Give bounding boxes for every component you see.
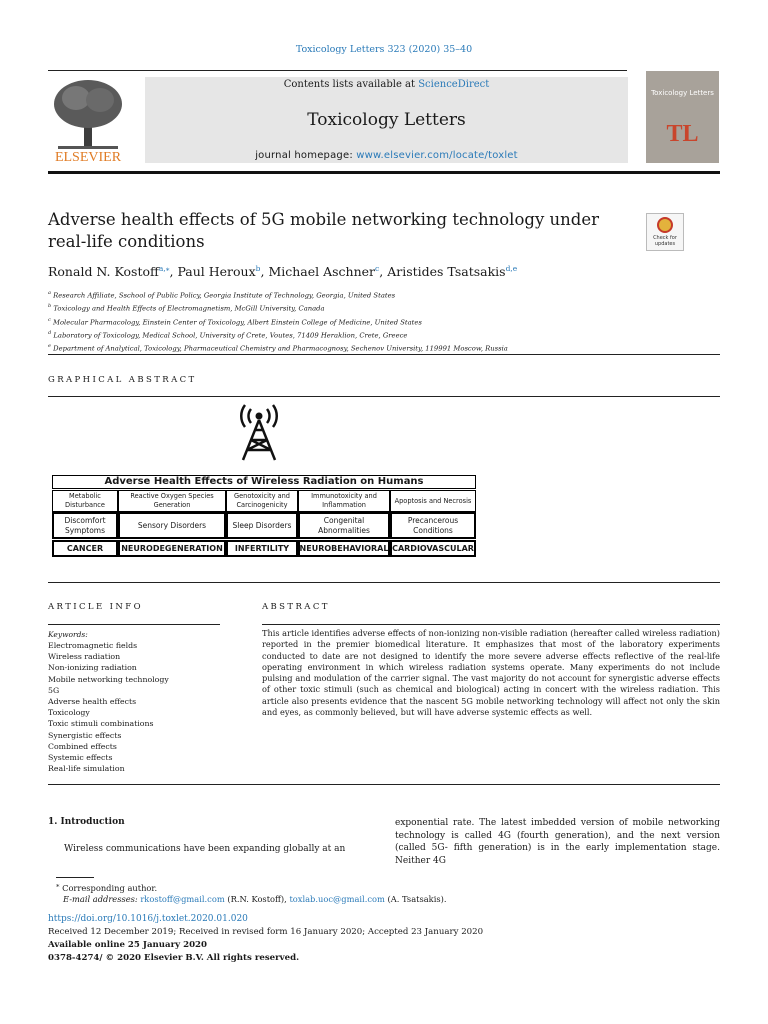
abstract-rule [262,624,720,625]
author-name: Paul Heroux [177,264,256,280]
affiliation-item [48,315,728,328]
contents-prefix: Contents lists available at [283,79,419,90]
ga-cell: NEUROBEHAVIORAL [298,540,390,557]
journal-citation[interactable]: Toxicology Letters 323 (2020) 35–40 [295,44,473,55]
cover-title: Toxicology Letters [651,89,714,97]
email-label: E-mail addresses: [63,894,141,904]
copyright-line: 0378-4274/ © 2020 Elsevier B.V. All rights reserved. [48,953,300,963]
affiliation-text: Department of Analytical, Toxicology, Pharmaceutical Chemistry and Pharmacognosy, Sechenov University, 119991 Moscow, Russia [53,344,508,353]
keyword: Combined effects [48,741,117,751]
graphical-abstract-row [52,490,476,512]
author-name: Ronald N. Kostoff [48,264,159,280]
affiliation-text: Research Affiliate, Sschool of Public Policy, Georgia Institute of Technology, Georgia, United States [53,291,396,300]
author-name: Michael Aschner [268,264,376,280]
author-separator: , [379,264,388,280]
check-for-updates-badge[interactable] [646,213,684,251]
email-owner: (A. Tsatsakis). [384,894,447,904]
affiliation-item [48,288,728,301]
ga-cell: Immunotoxicity and Inflammation [298,490,390,512]
header-rule [48,70,627,71]
keyword: Synergistic effects [48,730,122,740]
keywords-label: Keywords: [48,630,88,639]
ga-cell: Reactive Oxygen Species Generation [118,490,226,512]
corresponding-text: Corresponding author. [59,882,158,893]
author-affil-link[interactable]: a,⁎ [158,264,170,273]
sciencedirect-link[interactable]: ScienceDirect [418,79,490,90]
author-list [48,264,728,279]
graphical-abstract-row [52,512,476,539]
ga-cell: Sleep Disorders [226,512,298,539]
keyword: Toxicology [48,708,90,718]
section-rule [48,784,720,785]
check-for-updates-label: Check for updates [653,235,677,247]
ga-cell: INFERTILITY [226,540,298,557]
email-link[interactable]: rkostoff@gmail.com [140,894,225,904]
article-info-rule [48,624,220,625]
contents-line [145,79,628,90]
abstract-text: This article identifies adverse effects of non-ionizing non-visible radiation (hereafter called wireless radiation) reported in the premier biomedical literature. It emphasizes that most of the laboratory experiments conducted to date are not designed to identify the more severe adverse effects reflective of the real-life operating environment in which wireless radiation systems operate. Many experiments do not include pulsing and modulation of the carrier signal. The vast majority do not account for synergistic adverse effects of other toxic stimuli (such as chemical and biological) acting in concert with the wireless radiation. This article also presents evidence that the nascent 5G mobile networking technology will affect not only the skin and eyes, as commonly believed, but will have adverse systemic effects as well. [262,628,720,718]
publisher-name: ELSEVIER [54,150,122,165]
affiliation-item [48,301,728,314]
graphical-abstract-row [52,540,476,557]
keyword: 5G [48,685,60,695]
article-info-heading: ARTICLE INFO [48,602,143,612]
received-dates: Received 12 December 2019; Received in revised form 16 January 2020; Accepted 23 January 2020 [48,927,484,937]
header-thick-rule [48,171,720,174]
keyword: Mobile networking technology [48,674,169,684]
email-footnote [63,894,447,904]
ga-cell: Apoptosis and Necrosis [390,490,476,512]
ga-cell: Sensory Disorders [118,512,226,539]
author-name: Aristides Tsatsakis [387,264,506,280]
graphical-abstract-table-title: Adverse Health Effects of Wireless Radiation on Humans [52,475,476,489]
keyword: Electromagnetic fields [48,641,138,650]
keyword: Toxic stimuli combinations [48,719,154,729]
affiliation-sup: c [48,316,51,323]
check-for-updates-icon [657,217,673,233]
ga-cell: CARDIOVASCULAR [390,540,476,557]
author-separator: , [169,264,178,280]
author-affil-link[interactable]: d,e [505,264,518,273]
affiliation-text: Toxicology and Health Effects of Electromagnetism, McGill University, Canada [53,304,325,313]
keyword: Adverse health effects [48,697,137,707]
article-title: Adverse health effects of 5G mobile networking technology under real-life conditions [48,210,599,251]
footnote-mark: ⁎ [56,881,60,889]
email-link[interactable]: toxlab.uoc@gmail.com [289,894,385,904]
ga-cell: Discomfort Symptoms [52,512,118,539]
keyword: Non-ionizing radiation [48,663,137,673]
introduction-left-column: Wireless communications have been expanding globally at an [64,844,346,854]
email-owner: (R.N. Kostoff), [224,894,290,904]
keyword: Real-life simulation [48,764,125,774]
ga-cell: Precancerous Conditions [390,512,476,539]
ga-cell: Metabolic Disturbance [52,490,118,512]
affiliation-sup: d [48,329,52,336]
doi-link[interactable]: https://doi.org/10.1016/j.toxlet.2020.01.020 [48,914,248,924]
affiliation-sup: a [48,290,51,296]
introduction-right-column: exponential rate. The latest imbedded version of mobile networking technology is called 4G (fourth generation), and the next version (called 5G- fifth generation) is in the early implementation stage. Neither 4G [395,818,720,866]
ga-cell: Congenital Abnormalities [298,512,390,539]
homepage-link[interactable]: www.elsevier.com/locate/toxlet [356,150,518,161]
cover-mark: TL [666,121,699,147]
affiliation-sup: e [48,343,51,350]
journal-cover [646,71,719,163]
section-rule [48,354,720,355]
affiliation-item [48,328,728,341]
affiliations [48,288,728,354]
affiliation-text: Laboratory of Toxicology, Medical School, University of Crete, Voutes, 71409 Heraklion, Crete, Greece [53,331,408,340]
author-separator: , [260,264,269,280]
affiliation-sup: b [48,303,52,310]
available-online: Available online 25 January 2020 [48,940,208,950]
homepage-line [145,150,628,161]
corresponding-footnote [56,881,157,893]
homepage-prefix: journal homepage: [255,150,357,161]
keyword: Wireless radiation [48,652,121,662]
keyword: Systemic effects [48,753,113,763]
journal-title: Toxicology Letters [307,110,466,130]
affiliation-item [48,341,728,354]
section-rule [48,582,720,583]
author-affil-link[interactable]: c [375,264,380,273]
cell-tower-icon [233,404,285,462]
ga-cell: NEURODEGENERATION [118,540,226,557]
ga-cell: Genotoxicity and Carcinogenicity [226,490,298,512]
footnote-rule [56,877,94,878]
author-affil-link[interactable]: b [255,264,261,273]
keywords-list [48,640,248,774]
abstract-heading: ABSTRACT [262,602,330,612]
affiliation-text: Molecular Pharmacology, Einstein Center of Toxicology, Albert Einstein College of Medicine, United States [52,317,422,326]
ga-cell: CANCER [52,540,118,557]
section-rule [48,396,720,397]
graphical-abstract-heading: GRAPHICAL ABSTRACT [48,375,197,385]
introduction-heading: 1. Introduction [48,817,125,827]
